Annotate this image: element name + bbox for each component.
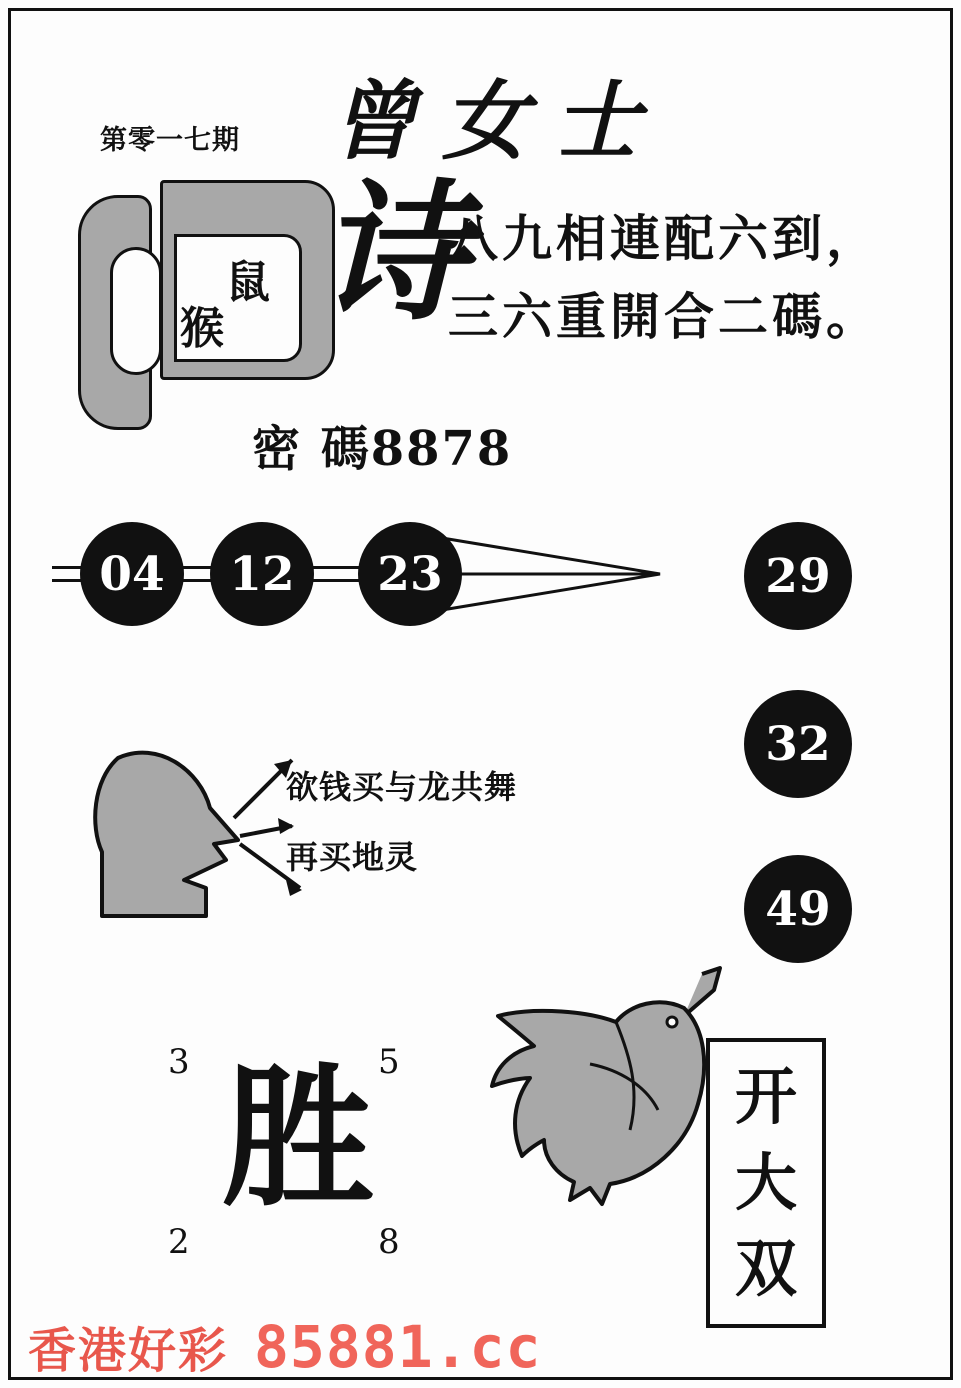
poem-line-2: 三六重開合二碼。: [448, 286, 880, 346]
dove-icon: [470, 960, 740, 1210]
speech-line-1: 欲钱买与龙共舞: [286, 768, 518, 806]
corner-number-bottom-left: 2: [168, 1222, 190, 1262]
site-name: 香港好彩: [28, 1323, 229, 1379]
zodiac-scroll-box: [160, 180, 335, 380]
number-ball: 32: [744, 690, 852, 798]
password-label: 密 碼: [252, 421, 371, 477]
poem-character: 诗: [318, 165, 469, 341]
poem-text: [448, 200, 880, 355]
speaking-head-icon: [88, 748, 248, 930]
highlight-character: 胜: [222, 1048, 374, 1227]
vertical-char-3: 双: [734, 1232, 797, 1305]
password-value: 8878: [370, 421, 513, 477]
issue-label: 第零一七期: [100, 125, 240, 156]
number-ball: 12: [210, 522, 314, 626]
number-ball: 49: [744, 855, 852, 963]
vertical-tip-box: [706, 1038, 826, 1328]
speech-line-2: 再买地灵: [286, 838, 419, 876]
corner-number-top-right: 5: [378, 1042, 400, 1082]
number-ball: 04: [80, 522, 184, 626]
number-ball: 29: [744, 522, 852, 630]
corner-number-top-left: 3: [168, 1042, 190, 1082]
password-line: [252, 410, 512, 479]
zodiac-monkey: 猴: [180, 303, 224, 354]
handset-notch: [110, 247, 162, 375]
site-url[interactable]: 85881.cc: [254, 1313, 542, 1381]
page-title: 曾女士: [330, 71, 666, 172]
corner-number-bottom-right: 8: [378, 1222, 400, 1262]
footer: [28, 1312, 541, 1381]
zodiac-rat: 鼠: [226, 257, 270, 308]
poem-line-1: 八九相連配六到，: [448, 209, 880, 268]
vertical-char-1: 开: [734, 1060, 797, 1133]
vertical-char-2: 大: [734, 1146, 797, 1219]
number-ball: 23: [358, 522, 462, 626]
